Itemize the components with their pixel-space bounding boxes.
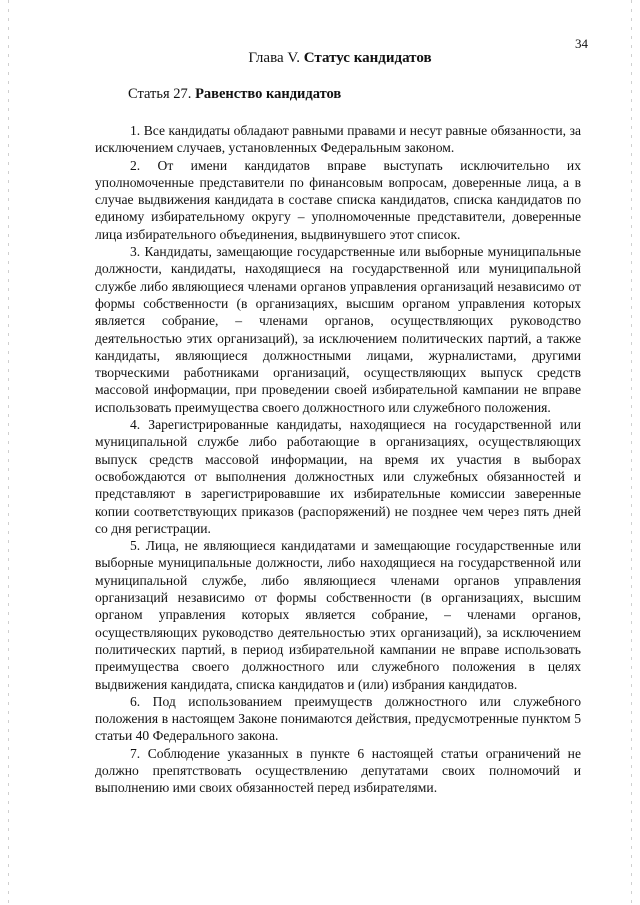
article-body (95, 122, 581, 797)
paragraph-3: 3. Кандидаты, замещающие государственные или выборные муниципальные должности, кандидаты, находящиеся на государственной или муниципальной службе либо являющиеся членами органов управления организаций независимо от формы собственности (в организациях, высшим органом управления которых является собрание, – членами органов, осуществляющих руководство деятельностью этих организаций), за исключением политических партий, а также кандидаты, являющиеся должностными лицами, журналистами, другими творческими работниками организаций, осуществляющих выпуск средств массовой информации, при проведении своей избирательной кампании не вправе использовать преимущества своего должностного или служебного положения. (95, 244, 581, 415)
paragraph-2: 2. От имени кандидатов вправе выступать исключительно их уполномоченные представители по финансовым вопросам, доверенные лица, а в случае выдвижения кандидата в составе списка кандидатов, списка кандидатов по единому избирательному округу – уполномоченные представители, доверенные лица избирательного объединения, выдвинувшего этот список. (95, 157, 581, 242)
left-scan-margin (8, 0, 9, 905)
paragraph-7: 7. Соблюдение указанных в пункте 6 настоящей статьи ограничений не должно препятствовать осуществлению депутатами своих полномочий и выполнению ими своих обязанностей перед избирателями. (95, 745, 581, 796)
chapter-heading (0, 50, 640, 67)
article-heading (128, 86, 341, 103)
right-scan-margin (631, 0, 632, 905)
article-prefix: Статья 27. (128, 86, 192, 102)
paragraph-6: 6. Под использованием преимуществ должностного или служебного положения в настоящем Законе понимаются действия, предусмотренные пунктом 5 статьи 40 Федерального закона. (95, 693, 581, 744)
chapter-prefix: Глава V. (248, 50, 301, 66)
chapter-title: Статус кандидатов (303, 50, 432, 66)
paragraph-5: 5. Лица, не являющиеся кандидатами и замещающие государственные или выборные муниципальные должности, либо находящиеся на государственной или муниципальной службе, либо являющиеся членами органов управления организаций независимо от формы собственности (в организациях, высшим органом управления которых является собрание, – членами органов, осуществляющих руководство деятельностью этих организаций), за исключением политических партий, в период избирательной кампании не вправе использовать преимущества своего должностного или служебного положения в целях выдвижения кандидата, списка кандидатов и (или) избрания кандидатов. (95, 538, 581, 692)
article-title: Равенство кандидатов (195, 86, 342, 102)
page-number: 34 (575, 36, 588, 51)
paragraph-1: 1. Все кандидаты обладают равными правами и несут равные обязанности, за исключением случаев, установленных Федеральным законом. (95, 123, 581, 156)
paragraph-4: 4. Зарегистрированные кандидаты, находящиеся на государственной или муниципальной службе либо работающие в организациях, осуществляющих выпуск средств массовой информации, на время их участия в выборах освобождаются от выполнения должностных или служебных обязанностей и представляют в зарегистрировавшие их избирательные комиссии заверенные копии соответствующих приказов (распоряжений) не позднее чем через пять дней со дня регистрации. (95, 417, 581, 536)
